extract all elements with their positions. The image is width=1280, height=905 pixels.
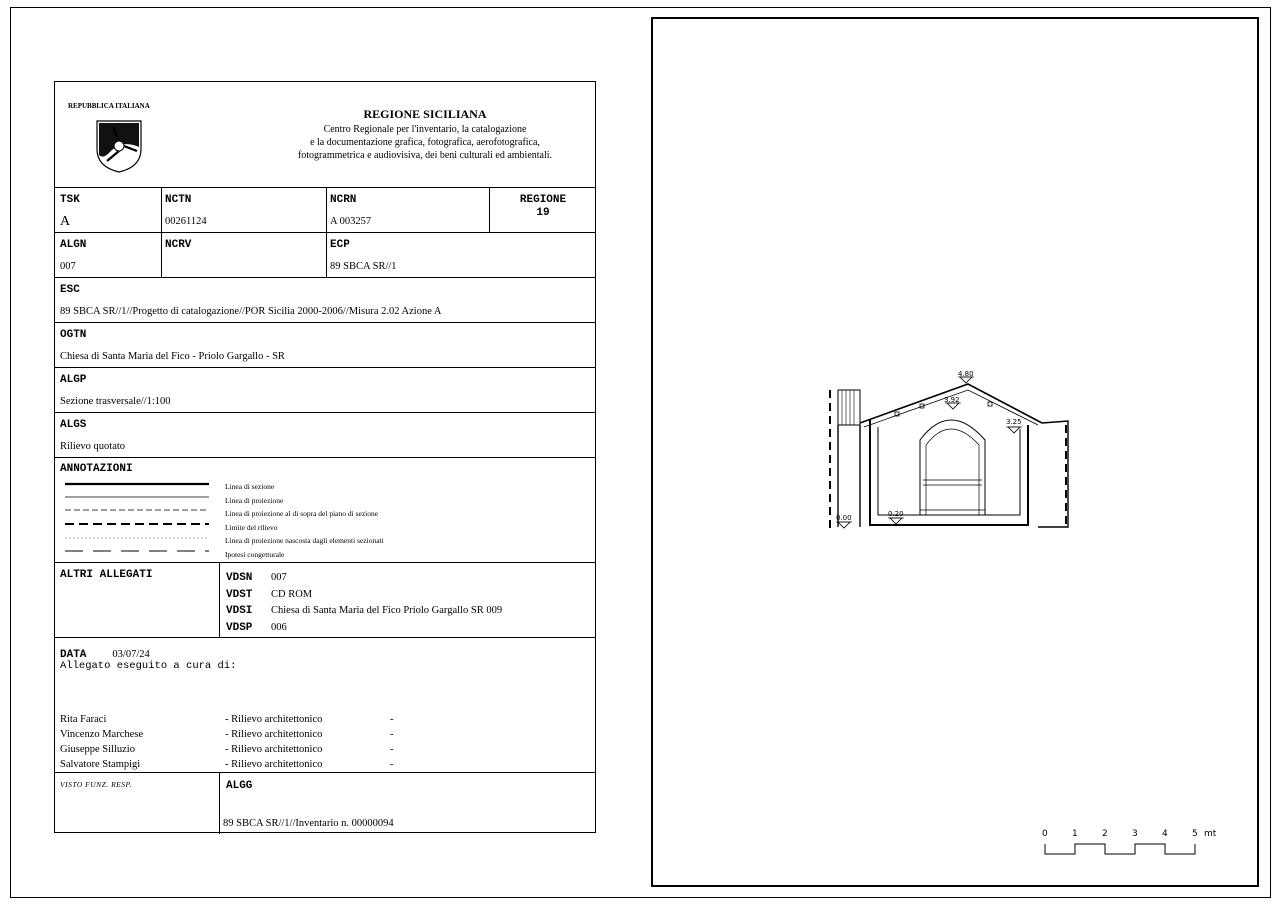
by-label: Allegato eseguito a cura di: [60,660,237,672]
ecp-value: 89 SBCA SR//1 [330,261,397,272]
legend-item: Linea di proiezione al di sopra del piano di sezione [225,509,379,519]
catalog-card [54,81,596,833]
line-legend-samples [65,480,211,556]
republic-label: REPUBBLICA ITALIANA [68,102,150,110]
scale-tick-label: 1 [1072,829,1078,839]
scale-tick-label: 5 [1192,829,1198,839]
center-line-3: fotogrammetrica e audiovisiva, dei beni culturali ed ambientali. [297,150,553,161]
ogtn-value: Chiesa di Santa Maria del Fico - Priolo Gargallo - SR [60,351,285,362]
legend-item: Linea di proiezione [225,495,284,505]
church-cross-section [820,365,1080,535]
vdst-key: VDST [226,588,253,601]
vdsi-key: VDSI [226,605,253,617]
ogtn-label: OGTN [60,329,87,341]
algn-label: ALGN [60,239,87,251]
person-role: - Rilievo architettonico [225,759,323,770]
nctn-value: 00261124 [165,216,207,227]
scale-unit: mt [1204,829,1217,839]
vdsn-key: VDSN [226,572,253,584]
person-name: Giuseppe Silluzio [60,744,135,755]
sicily-emblem-icon [95,119,143,173]
ncrn-label: NCRN [330,194,357,206]
scale-tick-label: 2 [1102,829,1108,839]
region-title: REGIONE SICILIANA [363,107,487,121]
person-dash: - [390,744,394,755]
nctn-label: NCTN [165,194,192,206]
algs-label: ALGS [60,419,87,431]
ncrn-value: A 003257 [330,216,372,227]
person-role: - Rilievo architettonico [225,744,323,755]
person-name: Rita Faraci [60,714,107,725]
scale-bar [1038,824,1228,858]
allegati-label: ALTRI ALLEGATI [60,569,153,581]
regione-label: REGIONE [519,194,567,206]
legend-item: Linea di proiezione nascosta dagli elementi sezionati [225,536,384,546]
person-role: - Rilievo architettonico [225,729,323,740]
algp-label: ALGP [60,374,87,386]
center-line-1: Centro Regionale per l'inventario, la catalogazione [323,124,527,135]
person-dash: - [390,759,394,770]
legend-item: Linea di sezione [225,482,275,491]
tsk-label: TSK [60,194,80,206]
tsk-value: A [60,214,71,229]
scale-tick-label: 3 [1132,829,1138,839]
ncrv-label: NCRV [165,239,192,251]
vdsn-value: 007 [271,572,287,583]
data-label: DATA [60,649,87,661]
elevation-label: 0.20 [888,510,904,518]
elevation-label: 3.92 [944,396,960,404]
scale-tick-label: 4 [1162,829,1168,839]
person-dash: - [390,729,394,740]
legend-item: Limite del rilievo [225,522,278,532]
ecp-label: ECP [330,239,350,251]
vdsp-value: 006 [271,621,287,633]
visto-label: VISTO FUNZ. RESP. [60,780,132,789]
person-name: Salvatore Stampigi [60,759,141,770]
vdst-value: CD ROM [271,588,313,600]
annotazioni-label: ANNOTAZIONI [60,463,133,475]
vdsi-value: Chiesa di Santa Maria del Fico Priolo Gargallo SR 009 [271,605,503,616]
person-dash: - [390,714,394,725]
person-role: - Rilievo architettonico [225,714,323,725]
algs-value: Rilievo quotato [60,441,126,452]
vdsp-key: VDSP [226,621,253,634]
algn-value: 007 [60,261,76,272]
scale-tick-label: 0 [1042,829,1048,839]
algg-label: ALGG [226,780,253,792]
legend-item: Ipotesi congetturale [225,549,285,559]
elevation-label: 0.00 [836,514,852,522]
esc-value: 89 SBCA SR//1//Progetto di catalogazione//POR Sicilia 2000-2006//Misura 2.02 Azione A [60,306,442,317]
regione-value: 19 [536,207,550,219]
person-name: Vincenzo Marchese [60,729,144,740]
elevation-label: 3.25 [1006,418,1022,426]
data-date: 03/07/24 [112,649,150,660]
algg-value: 89 SBCA SR//1//Inventario n. 00000094 [223,818,394,829]
elevation-label: 4.80 [958,370,974,378]
algp-value: Sezione trasversale//1:100 [60,396,171,407]
center-line-2: e la documentazione grafica, fotografica, aerofotografica, [310,137,540,148]
esc-label: ESC [60,284,80,296]
